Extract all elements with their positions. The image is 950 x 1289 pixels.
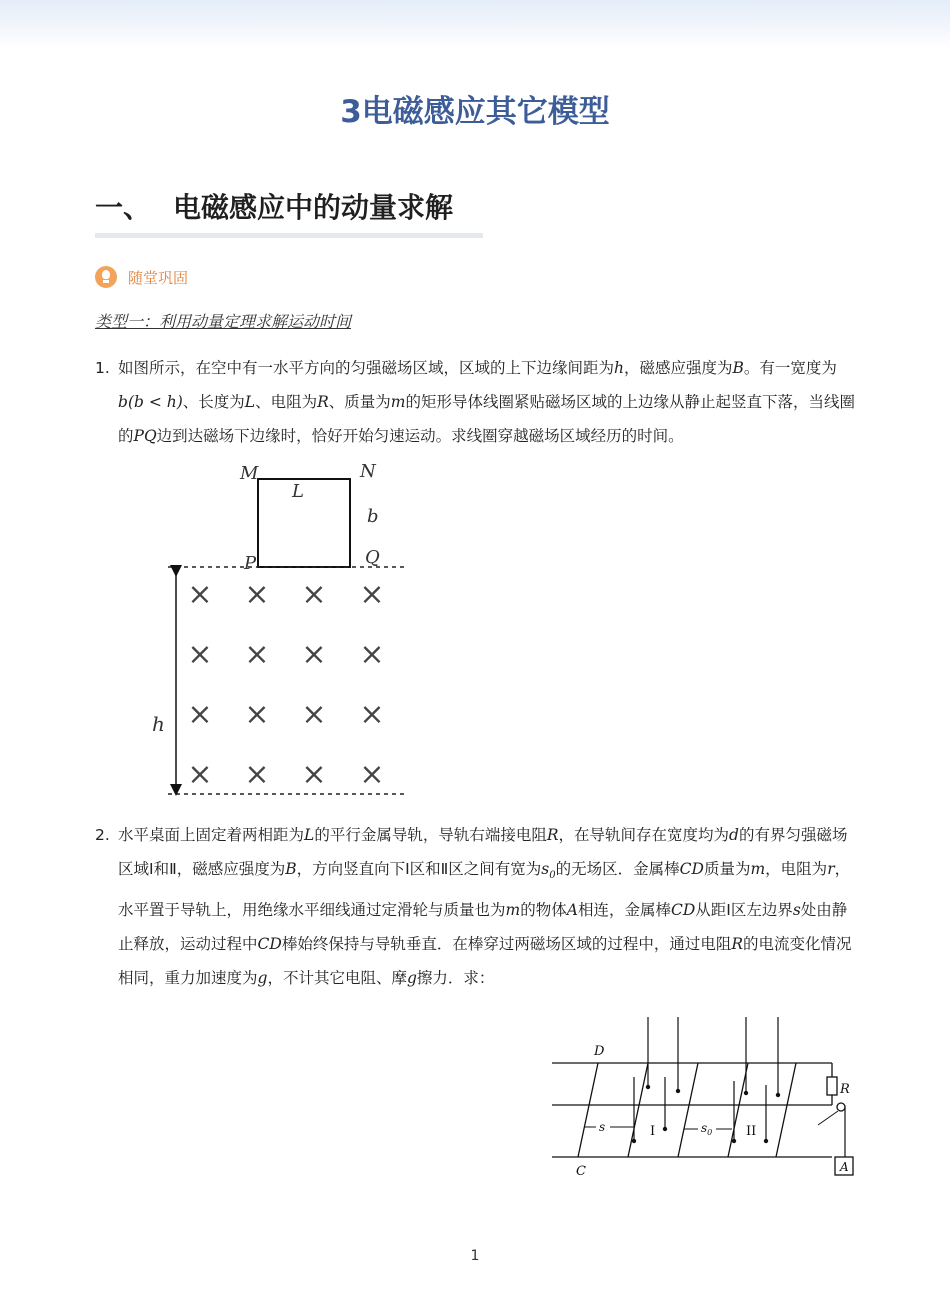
field-cross: ×	[301, 697, 327, 732]
field-cross: ×	[359, 637, 385, 672]
header-band	[0, 0, 950, 48]
label-Q: Q	[365, 547, 380, 568]
field-cross: ×	[244, 637, 270, 672]
region-II-left	[728, 1063, 748, 1157]
field-cross: ×	[244, 577, 270, 612]
field-cross: ×	[359, 757, 385, 792]
practice-tag	[95, 266, 188, 288]
question-1	[95, 351, 855, 453]
label-A: A	[840, 1160, 849, 1174]
field-cross: ×	[301, 577, 327, 612]
coil-rect	[258, 479, 350, 567]
question-text: 水平桌面上固定着两相距为L的平行金属导轨，导轨右端接电阻R，在导轨间存在宽度均为d的有界匀强磁场区域Ⅰ和Ⅱ，磁感应强度为B，方向竖直向下Ⅰ区和Ⅱ区之间有宽为$s_0$的无场区．金属棒CD质量为m，电阻为r，水平置于导轨上，用绝缘水平细线通过定滑轮与质量也为m的物体A相连，金属棒CD从距Ⅰ区左边界s处由静止释放，运动过程中CD棒始终保持与导轨垂直．在棒穿过两磁场区域的过程中，通过电阻R的电流变化情况相同，重力加速度为g，不计其它电阻、摩g擦力．求：	[118, 826, 852, 988]
document-title: 3电磁感应其它模型	[340, 94, 610, 130]
field-cross: ×	[359, 577, 385, 612]
figure-coil-field	[140, 455, 420, 805]
section-title: 电磁感应中的动量求解	[173, 191, 454, 224]
field-cross: ×	[187, 637, 213, 672]
question-text: 如图所示，在空中有一水平方向的匀强磁场区域，区域的上下边缘间距为h，磁感应强度为B。有一宽度为b(b < h)、长度为L、电阻为R、质量为m的矩形导体线圈紧贴磁场区域的上边缘从静止起竖直下落，当线圈的PQ边到达磁场下边缘时，恰好开始匀速运动。求线圈穿越磁场区域经历的时间。	[118, 359, 856, 445]
pulley	[837, 1103, 845, 1111]
region-I-left	[628, 1063, 648, 1157]
label-b: b	[367, 506, 379, 527]
label-D: D	[594, 1044, 605, 1059]
question-2	[95, 818, 855, 995]
label-R: R	[840, 1082, 850, 1097]
question-number: 1.	[95, 359, 110, 377]
field-cross: ×	[301, 757, 327, 792]
type-title: 类型一：利用动量定理求解运动时间	[95, 312, 352, 331]
field-crosses	[187, 577, 384, 792]
field-cross: ×	[301, 637, 327, 672]
label-M: M	[240, 463, 259, 484]
field-cross: ×	[187, 697, 213, 732]
field-cross: ×	[244, 757, 270, 792]
label-s0: $s_0$	[701, 1121, 713, 1137]
region-II-right	[776, 1063, 796, 1157]
label-I: I	[650, 1124, 656, 1139]
resistor-R	[827, 1077, 837, 1095]
label-L: L	[292, 481, 304, 502]
label-N: N	[360, 461, 376, 482]
rod-CD	[578, 1063, 598, 1157]
field-cross: ×	[187, 577, 213, 612]
label-C: C	[576, 1164, 586, 1179]
field-cross: ×	[359, 697, 385, 732]
label-s: s	[599, 1120, 606, 1134]
lightbulb-icon	[95, 266, 117, 288]
page-number: 1	[470, 1248, 480, 1264]
label-h: h	[152, 712, 165, 736]
label-P: P	[244, 553, 257, 574]
label-II: II	[746, 1124, 757, 1139]
section-divider	[95, 233, 483, 238]
practice-tag-label: 随堂巩固	[128, 268, 189, 287]
region-I-right	[678, 1063, 698, 1157]
question-number: 2.	[95, 826, 110, 844]
figure-rails	[548, 1015, 860, 1185]
field-cross: ×	[244, 697, 270, 732]
section-heading	[95, 186, 453, 226]
section-number: 一、	[95, 191, 152, 224]
field-cross: ×	[187, 757, 213, 792]
